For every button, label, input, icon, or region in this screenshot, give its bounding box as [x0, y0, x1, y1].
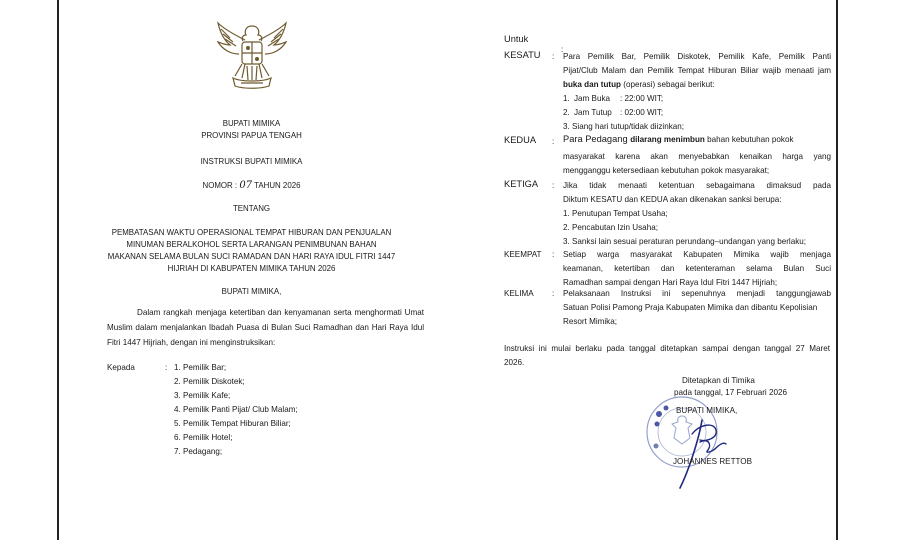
- kelima-colon: :: [552, 289, 555, 298]
- kedua-line: masyarakat karena akan menyebabkan kenaikan harga yang: [563, 152, 831, 161]
- subject-line: MINUMAN BERALKOHOL SERTA LARANGAN PENIMBUNAN BAHAN: [126, 240, 377, 249]
- untuk-colon: :: [561, 45, 564, 54]
- ketiga-line: Diktum KESATU dan KEDUA akan dikenakan sanksi berupa:: [563, 195, 782, 204]
- keempat-line: keamanan, ketertiban dan ketenteraman selama Bulan Suci: [563, 264, 831, 273]
- kedua-colon: :: [552, 137, 555, 146]
- kedua-bold: dilarang menimbun: [630, 135, 705, 144]
- signatory-name: JOHANNES RETTOB: [673, 457, 753, 466]
- left-document-page: [60, 0, 443, 540]
- kelima-line: Resort Mimika;: [563, 317, 617, 326]
- kesatu-line: [563, 79, 715, 90]
- recipient-item: 1. Pemilik Bar;: [174, 363, 227, 372]
- ketiga-line: Jika tidak menaati ketentuan sebagaimana dimaksud pada: [563, 181, 831, 190]
- recipient-item: 7. Pedagang;: [174, 447, 223, 456]
- tentang-heading: TENTANG: [232, 204, 271, 213]
- kesatu-after-bold: (operasi) sebagai berikut:: [621, 80, 715, 89]
- number-label: NOMOR :: [202, 181, 238, 190]
- jam-tutup-value: : 02:00 WIT;: [620, 108, 664, 117]
- keempat-line: Ramadhan sampai dengan Hari Raya Idul Fitri 1447 Hijriah;: [563, 278, 778, 287]
- left-page-border: [57, 0, 59, 540]
- bupati-mimika-heading: BUPATI MIMIKA,: [221, 287, 282, 296]
- ditetapkan-di: Ditetapkan di Timika: [682, 376, 755, 385]
- keempat-label: KEEMPAT: [504, 250, 542, 259]
- kedua-post: bahan kebutuhan pokok: [704, 135, 794, 144]
- sanction-item: 1. Penutupan Tempat Usaha;: [563, 209, 668, 218]
- jam-buka-label: Jam Buka: [574, 94, 610, 103]
- kesatu-label: KESATU: [504, 50, 541, 60]
- right-page-border: [836, 0, 838, 540]
- recipient-item: 2. Pemilik Diskotek;: [174, 377, 245, 386]
- jam-tutup-label: Jam Tutup: [574, 108, 612, 117]
- keempat-line: Setiap warga masyarakat Kabupaten Mimika wajib menjaga: [563, 250, 831, 259]
- ketiga-colon: :: [552, 181, 555, 190]
- recipient-item: 6. Pemilik Hotel;: [174, 433, 233, 442]
- signature-bupati: BUPATI MIMIKA,: [676, 406, 738, 415]
- kedua-line: mengganggu ketersediaan kebutuhan pokok masyarakat;: [563, 166, 770, 175]
- recipient-item: 5. Pemilik Tempat Hiburan Biliar;: [174, 419, 291, 428]
- kedua-pre: Para Pedagang: [563, 134, 631, 144]
- number-value: 07: [239, 180, 253, 191]
- jam-buka-num: 1.: [563, 94, 570, 103]
- garuda-emblem-icon: [215, 20, 289, 96]
- intro-line: Dalam rangkah menjaga ketertiban dan kenyamanan serta menghormati Umat: [137, 308, 424, 317]
- kesatu-bold: buka dan tutup: [563, 80, 621, 89]
- jam-tutup-num: 2.: [563, 108, 570, 117]
- ketiga-label: KETIGA: [504, 179, 539, 189]
- kedua-line: [563, 134, 794, 145]
- instruction-title: INSTRUKSI BUPATI MIMIKA: [200, 157, 303, 166]
- sanction-item: 2. Pencabutan Izin Usaha;: [563, 223, 658, 232]
- letterhead-bupati: BUPATI MIMIKA: [222, 119, 281, 128]
- intro-line: Muslim dalam menjalankan Ibadah Puasa di Bulan Suci Ramadhan dan Hari Raya Idul: [107, 323, 424, 332]
- jam-buka-value: : 22:00 WIT;: [620, 94, 664, 103]
- tanggal-penetapan: pada tanggal, 17 Februari 2026: [674, 388, 787, 397]
- kesatu-line: Pijat/Club Malam dan Pemilik Tempat Hiburan Biliar wajib menaati jam: [563, 66, 831, 75]
- kesatu-colon: :: [552, 52, 555, 61]
- subject-line: MAKANAN SELAMA BULAN SUCI RAMADAN DAN HARI RAYA IDUL FITRI 1447: [107, 252, 396, 261]
- right-document-page: [448, 0, 836, 540]
- kepada-colon: :: [165, 363, 168, 372]
- subject-line: HIJRIAH DI KABUPATEN MIMIKA TAHUN 2026: [167, 264, 336, 273]
- untuk-label: Untuk: [504, 34, 529, 44]
- intro-line: Fitri 1447 Hijriah, dengan ini menginstruksikan:: [107, 338, 276, 347]
- kesatu-line: Para Pemilik Bar, Pemilik Diskotek, Pemilik Kafe, Pemilik Panti: [563, 52, 831, 61]
- closing-line: Instruksi ini mulai berlaku pada tanggal ditetapkan sampai dengan tanggal 27 Maret: [504, 344, 830, 353]
- handwritten-signature-icon: [670, 412, 732, 492]
- recipient-item: 4. Pemilik Panti Pijat/ Club Malam;: [174, 405, 298, 414]
- subject-line: PEMBATASAN WAKTU OPERASIONAL TEMPAT HIBURAN DAN PENJUALAN: [111, 228, 392, 237]
- instruction-number: [60, 180, 443, 191]
- recipient-item: 3. Pemilik Kafe;: [174, 391, 231, 400]
- kedua-label: KEDUA: [504, 135, 537, 145]
- kepada-label: Kepada: [107, 363, 135, 372]
- keempat-colon: :: [552, 250, 555, 259]
- kesatu-item-3: 3. Siang hari tutup/tidak diizinkan;: [563, 122, 685, 131]
- number-year: TAHUN 2026: [254, 181, 301, 190]
- kelima-label: KELIMA: [504, 289, 534, 298]
- closing-line: 2026.: [504, 358, 525, 367]
- kelima-line: Pelaksanaan Instruksi ini sepenuhnya menjadi tanggungjawab: [563, 289, 831, 298]
- letterhead-provinsi: PROVINSI PAPUA TENGAH: [201, 131, 302, 140]
- sanction-item: 3. Sanksi lain sesuai peraturan perundang–undangan yang berlaku;: [563, 237, 806, 246]
- kelima-line: Satuan Polisi Pamong Praja Kabupaten Mimika dan dibantu Kepolisian: [563, 303, 818, 312]
